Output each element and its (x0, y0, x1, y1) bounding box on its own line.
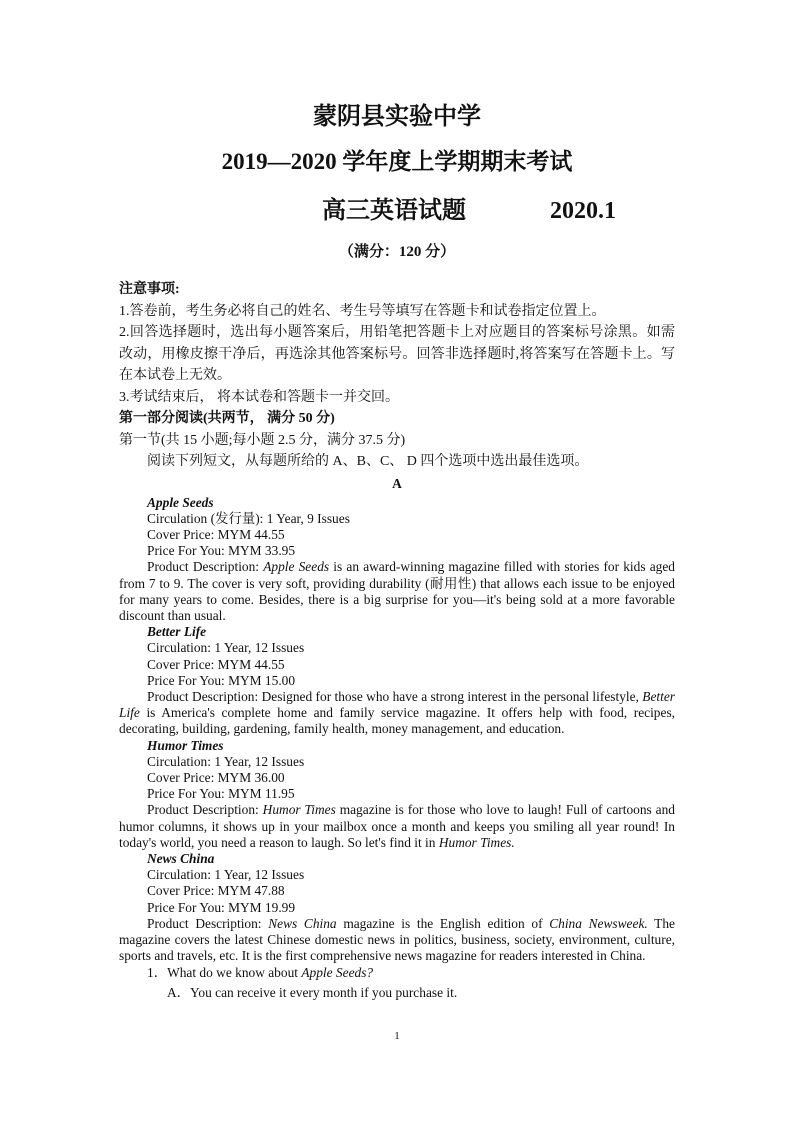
description-text: is an award-winning magazine filled with stories for kids aged from 7 to 9. The cover is very soft, providing durability (耐用性) that allows each issue to be enjoyed for many years to come. Besides, there is a big surprise for you—it's being sold at a more favorable discount than usual. (119, 559, 676, 623)
magazine-description (119, 916, 675, 965)
magazine-title: Better Life (147, 624, 207, 640)
notice-item-2: 2.回答选择题时，选出每小题答案后，用铅笔把答题卡上对应题目的答案标号涂黑。如需改动，用橡皮擦干净后，再选涂其他答案标号。回答非选择题时,将答案写在答题卡上。写在本试卷上无效。 (119, 325, 675, 383)
magazine-circulation: Circulation: 1 Year, 12 Issues (147, 867, 305, 883)
description-italic: China Newsweek. (549, 915, 648, 931)
magazine-price-for-you: Price For You: MYM 15.00 (147, 672, 296, 688)
question-stem-italic: Apple Seeds? (301, 965, 374, 981)
description-italic: Humor Times (262, 802, 336, 818)
exam-date: 2020.1 (550, 198, 616, 224)
magazine-title: Humor Times (147, 737, 224, 753)
notice-item-1: 1.答卷前，考生务必将自己的姓名、考生号等填写在答题卡和试卷指定位置上。 (119, 303, 606, 319)
magazine-price-for-you: Price For You: MYM 11.95 (147, 786, 295, 802)
description-text: magazine is for those who love to laugh! Full of cartoons and humor columns, it shows up in your mailbox once a month and keeps you smiling all year round! In today's world, you need a reason to laugh. So let's find it in (119, 802, 675, 850)
magazine-cover-price: Cover Price: MYM 36.00 (147, 769, 285, 785)
description-text: Product Description: Designed for those who have a strong interest in the personal lifestyle, (147, 688, 643, 704)
magazine-circulation: Circulation (发行量): 1 Year, 9 Issues (147, 510, 350, 526)
question-1 (119, 965, 675, 981)
description-text: magazine is the English edition of (336, 915, 550, 931)
description-text: Product Description: (147, 802, 263, 818)
magazine-circulation: Circulation: 1 Year, 12 Issues (147, 753, 305, 769)
magazine-title: News China (147, 850, 215, 866)
full-score: （满分：120 分） (338, 244, 456, 260)
exam-body (119, 279, 675, 1001)
magazine-title: Apple Seeds (147, 494, 214, 510)
magazine-price-for-you: Price For You: MYM 33.95 (147, 543, 296, 559)
magazine-price-for-you: Price For You: MYM 19.99 (147, 899, 296, 915)
description-text: Product Description: (147, 559, 264, 575)
description-italic: Humor Times. (438, 834, 515, 850)
magazine-description (119, 559, 675, 624)
magazine-cover-price: Cover Price: MYM 47.88 (147, 883, 285, 899)
description-italic: Better Life (119, 688, 675, 721)
magazine-description (119, 689, 675, 738)
question-stem: 1．What do we know about (147, 965, 302, 981)
passage-label: A (392, 475, 402, 491)
part1-heading: 第一部分阅读(共两节， 满分 50 分) (119, 411, 335, 426)
magazine-cover-price: Cover Price: MYM 44.55 (147, 526, 285, 542)
reading-instruction: 阅读下列短文，从每题所给的 A、B、C、 D 四个选项中选出最佳选项。 (147, 454, 589, 469)
description-text: The magazine covers the latest Chinese domestic news in politics, business, society, environment, culture, sports and travels, etc. It is the first comprehensive news magazine for readers interested in China. (119, 915, 675, 964)
description-italic: Apple Seeds (263, 559, 330, 575)
subject-title: 高三英语试题 (322, 198, 466, 224)
magazine-circulation: Circulation: 1 Year, 12 Issues (147, 640, 305, 656)
description-text: Product Description: (147, 915, 269, 931)
magazine-cover-price: Cover Price: MYM 44.55 (147, 656, 285, 672)
exam-title: 2019—2020 学年度上学期期末考试 (221, 149, 573, 174)
subject-line (322, 190, 616, 225)
description-italic: News China (268, 915, 337, 931)
notice-item-3: 3.考试结束后， 将本试卷和答题卡一并交回。 (119, 389, 399, 405)
school-name: 蒙阴县实验中学 (313, 104, 481, 130)
section1-heading: 第一节(共 15 小题;每小题 2.5 分，满分 37.5 分) (119, 432, 406, 448)
description-text: is America's complete home and family service magazine. It offers help with food, recipes, decorating, building, gardening, family health, money management, and education. (119, 705, 675, 737)
magazine-description (119, 802, 675, 851)
question-1-option-a: A．You can receive it every month if you purchase it. (167, 984, 458, 1000)
notice-heading: 注意事项: (119, 282, 180, 297)
page-number: 1 (394, 1030, 400, 1042)
